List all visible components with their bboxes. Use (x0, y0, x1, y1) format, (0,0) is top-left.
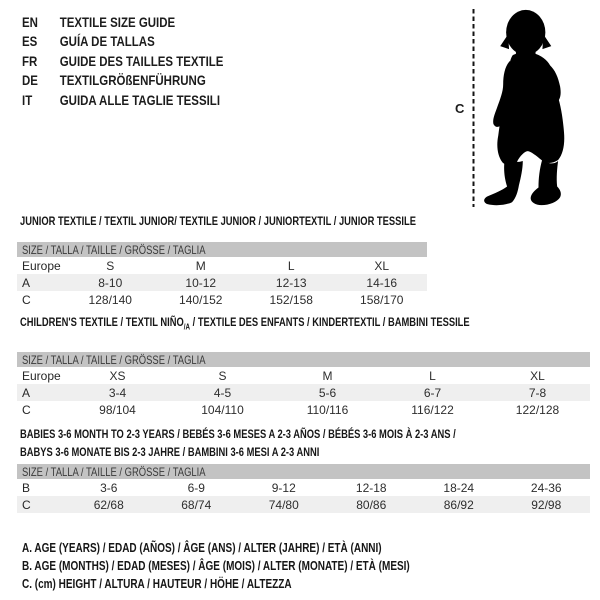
footnotes (22, 539, 507, 593)
childrens-table-title: CHILDREN'S TEXTILE / TEXTIL $NIÑO_{/A}$ / TEXTILE DES ENFANTS / KINDERTEXTIL / BAMBINI TESSILE (20, 315, 470, 332)
table-row (17, 367, 590, 384)
size-header-row (17, 464, 590, 479)
table-row (17, 384, 590, 401)
lang-label: GUÍA DE TALLAS (59, 33, 155, 50)
babies-textile-section (17, 425, 590, 513)
size-header-bar: SIZE / TALLA / TAILLE / GRÖSSE / TAGLIA (17, 352, 590, 367)
table-row (17, 257, 427, 274)
size-cell: 6-7 (380, 384, 485, 401)
size-cell: 14-16 (337, 274, 428, 291)
lang-code: EN (22, 14, 38, 30)
size-cell: XL (530, 368, 545, 383)
height-label: C (455, 101, 465, 116)
lang-code: ES (22, 33, 38, 50)
row-label: C (22, 402, 31, 417)
lang-code: DE (22, 72, 38, 89)
size-cell: 3-6 (100, 480, 118, 495)
junior-textile-section (17, 215, 427, 308)
lang-label: TEXTILGRÖßENFÜHRUNG (59, 72, 206, 89)
size-cell: 110/116 (306, 402, 349, 417)
size-cell: 7-8 (485, 384, 590, 401)
size-cell: L (429, 368, 436, 383)
note-age-months: B. AGE (MONTHS) / EDAD (MESES) / ÂGE (MOIS) / ALTER (MONATE) / ETÀ (MESI) (22, 559, 410, 573)
size-cell: 4-5 (170, 384, 275, 401)
size-header-bar: SIZE / TALLA / TAILLE / GRÖSSE / TAGLIA (17, 464, 590, 479)
size-cell: S (106, 258, 115, 273)
table-row (17, 291, 427, 308)
size-cell: 6-9 (187, 480, 205, 495)
size-cell: XS (109, 368, 126, 383)
childrens-size-table (17, 352, 590, 418)
row-label: Europe (22, 258, 61, 273)
lang-row-en (22, 13, 223, 32)
size-header-row (17, 352, 590, 367)
height-measure-line (472, 9, 476, 207)
junior-table-title: JUNIOR TEXTILE / TEXTIL JUNIOR/ TEXTILE JUNIOR / JUNIORTEXTIL / JUNIOR TESSILE (20, 214, 416, 228)
size-cell: 9-12 (271, 480, 296, 495)
lang-row-es (22, 32, 223, 51)
baby-silhouette (479, 2, 598, 213)
lang-label: GUIDE DES TAILLES TEXTILE (59, 52, 224, 69)
lang-code: IT (22, 91, 33, 108)
size-cell: 5-6 (275, 384, 380, 401)
right-leg-foot (531, 159, 561, 205)
size-cell: S (218, 368, 227, 383)
lang-row-de (22, 71, 223, 90)
size-cell: 92/98 (503, 496, 591, 513)
left-leg-foot (484, 157, 523, 205)
note-age-years: A. AGE (YEARS) / EDAD (AÑOS) / ÂGE (ANS) / ALTER (JAHRE) / ETÀ (ANNI) (22, 541, 382, 555)
size-cell: 80/86 (328, 496, 416, 513)
size-cell: 104/110 (201, 402, 244, 417)
table-row (17, 496, 590, 513)
size-cell: 62/68 (65, 496, 153, 513)
right-ear (542, 34, 551, 49)
row-label: A (17, 274, 65, 291)
size-cell: 140/152 (179, 292, 223, 307)
size-cell: 116/122 (411, 402, 454, 417)
size-cell: 24-36 (530, 480, 562, 495)
size-cell: L (287, 258, 295, 273)
left-ear (500, 34, 509, 49)
junior-size-table (17, 242, 427, 308)
lang-code: FR (22, 52, 38, 69)
size-cell: M (195, 258, 206, 273)
size-cell: 8-10 (65, 274, 156, 291)
row-label: C (22, 292, 31, 307)
language-title-block (22, 13, 268, 110)
lang-row-it (22, 91, 223, 110)
size-header-bar: SIZE / TALLA / TAILLE / GRÖSSE / TAGLIA (17, 242, 427, 257)
size-cell: 12-13 (246, 274, 337, 291)
size-cell: XL (374, 258, 390, 273)
size-cell: 18-24 (443, 480, 475, 495)
babies-size-table (17, 464, 590, 513)
row-label: Europe (22, 368, 61, 383)
size-cell: 128/140 (88, 292, 132, 307)
lang-label: TEXTILE SIZE GUIDE (59, 14, 176, 30)
table-row (17, 479, 590, 496)
table-row (17, 274, 427, 291)
lang-label: GUIDA ALLE TAGLIE TESSILI (59, 91, 221, 108)
size-cell: 98/104 (99, 402, 136, 417)
babies-table-title: BABIES 3-6 MONTH TO 2-3 YEARS / BEBÉS 3-6 MESES A 2-3 AÑOS / BÉBÉS 3-6 MOIS À 2-3 ANS / BABYS 3-6 MONATE BIS 2-3 JAHRE / BAMBINI 3-6 MESI A 2-3 ANNI (20, 427, 456, 459)
note-height-cm: C. (cm) HEIGHT / ALTURA / HAUTEUR / HÖHE / ALTEZZA (22, 577, 292, 591)
row-label: B (22, 480, 31, 495)
size-cell: 158/170 (360, 292, 404, 307)
size-cell: 86/92 (415, 496, 503, 513)
lang-row-fr (22, 52, 223, 71)
childrens-textile-section (17, 316, 590, 418)
table-row (17, 401, 590, 418)
size-cell: 10-12 (156, 274, 247, 291)
size-cell: 3-4 (65, 384, 170, 401)
size-cell: 74/80 (240, 496, 328, 513)
size-header-row (17, 242, 427, 257)
size-cell: M (322, 368, 333, 383)
size-cell: 122/128 (515, 402, 560, 417)
size-cell: 152/158 (269, 292, 313, 307)
size-cell: 12-18 (355, 480, 387, 495)
row-label: C (17, 496, 65, 513)
row-label: A (17, 384, 65, 401)
size-cell: 68/74 (153, 496, 241, 513)
